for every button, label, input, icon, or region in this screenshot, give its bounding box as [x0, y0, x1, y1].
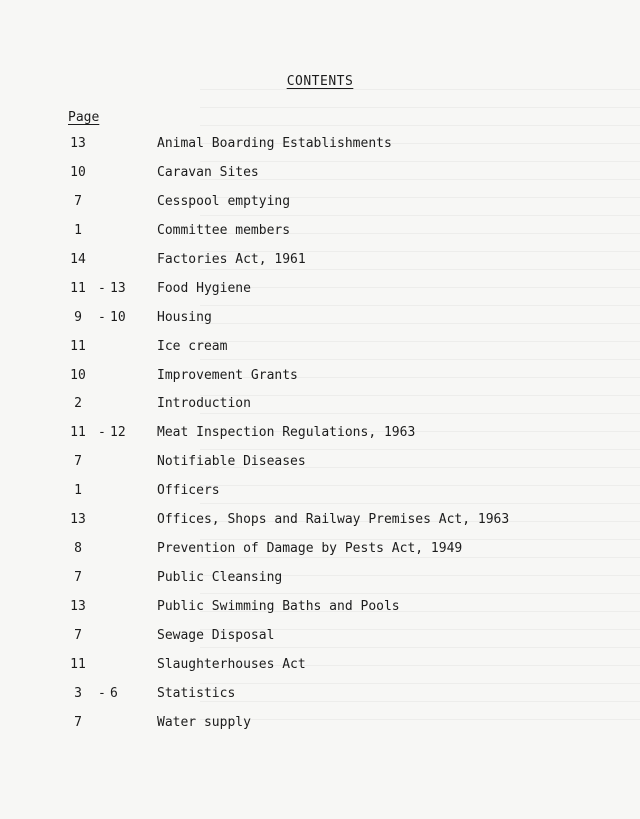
contents-entry [0, 483, 640, 512]
entry-page-end: 6 [110, 685, 118, 701]
entry-topic: Caravan Sites [157, 164, 259, 180]
entry-page-dash: - [98, 685, 106, 701]
entry-page-start: 9 [74, 309, 82, 325]
entry-page-ref [58, 599, 148, 615]
entry-page-start: 10 [70, 164, 86, 180]
entry-page-ref [58, 339, 148, 355]
entry-page-ref [58, 136, 148, 152]
contents-entry [0, 339, 640, 368]
contents-entry [0, 599, 640, 628]
contents-entry [0, 281, 640, 310]
entry-page-end: 10 [110, 309, 126, 325]
entry-page-start: 2 [74, 396, 82, 412]
entry-topic: Statistics [157, 685, 236, 701]
entry-page-ref [58, 570, 148, 586]
entry-page-ref [58, 657, 148, 673]
page-title [0, 74, 640, 89]
entry-page-ref [58, 281, 148, 297]
contents-entry [0, 512, 640, 541]
entry-page-ref [58, 310, 148, 326]
contents-entry [0, 368, 640, 397]
entry-page-dash: - [98, 309, 106, 325]
contents-entry [0, 686, 640, 715]
entry-topic: Factories Act, 1961 [157, 251, 306, 267]
entry-topic: Food Hygiene [157, 280, 251, 296]
entry-page-ref [58, 368, 148, 384]
entry-page-ref [58, 454, 148, 470]
contents-entry [0, 657, 640, 686]
entry-topic: Prevention of Damage by Pests Act, 1949 [157, 541, 463, 557]
contents-entry [0, 165, 640, 194]
entry-topic: Slaughterhouses Act [157, 656, 306, 672]
entry-page-ref [58, 165, 148, 181]
contents-entry [0, 425, 640, 454]
contents-entry [0, 396, 640, 425]
entry-topic: Committee members [157, 222, 291, 238]
entry-page-start: 1 [74, 222, 82, 238]
contents-entry [0, 223, 640, 252]
entry-page-start: 7 [74, 193, 82, 209]
entry-topic: Sewage Disposal [157, 627, 275, 643]
entry-page-end: 12 [110, 425, 126, 441]
entry-topic: Public Cleansing [157, 570, 283, 586]
entry-page-start: 1 [74, 483, 82, 499]
entry-topic: Notifiable Diseases [157, 454, 306, 470]
entry-page-dash: - [98, 280, 106, 296]
contents-entry [0, 454, 640, 483]
entry-page-ref [58, 252, 148, 268]
entry-page-ref [58, 194, 148, 210]
entry-page-start: 11 [70, 338, 86, 354]
entry-page-start: 7 [74, 627, 82, 643]
entry-page-ref [58, 715, 148, 731]
entry-page-start: 3 [74, 685, 82, 701]
contents-entry [0, 252, 640, 281]
entry-topic: Improvement Grants [157, 367, 298, 383]
entry-topic: Ice cream [157, 338, 228, 354]
entry-page-start: 13 [70, 512, 86, 528]
entry-page-start: 7 [74, 570, 82, 586]
entry-topic: Public Swimming Baths and Pools [157, 599, 400, 614]
contents-entry [0, 194, 640, 223]
entry-page-ref [58, 541, 148, 557]
entry-topic: Water supply [157, 714, 251, 730]
entry-page-end: 13 [110, 280, 126, 296]
entry-page-start: 10 [70, 367, 86, 383]
entry-page-start: 13 [70, 599, 86, 614]
entry-page-start: 8 [74, 541, 82, 557]
contents-entry [0, 570, 640, 599]
title-text: CONTENTS [286, 74, 354, 89]
entry-topic: Animal Boarding Establishments [157, 136, 392, 151]
entry-page-ref [58, 223, 148, 239]
entry-page-ref [58, 686, 148, 702]
contents-entry [0, 136, 640, 165]
entry-page-start: 7 [74, 454, 82, 470]
entry-page-start: 13 [70, 136, 86, 151]
entry-page-start: 11 [70, 656, 86, 672]
contents-list [0, 136, 640, 744]
contents-entry [0, 541, 640, 570]
entry-page-ref [58, 628, 148, 644]
entry-topic: Offices, Shops and Railway Premises Act, 1963 [157, 512, 510, 528]
entry-page-start: 11 [70, 280, 86, 296]
contents-entry [0, 310, 640, 339]
entry-page-ref [58, 512, 148, 528]
entry-topic: Cesspool emptying [157, 193, 291, 209]
contents-entry [0, 715, 640, 744]
entry-page-dash: - [98, 425, 106, 441]
page-column-header: Page [68, 110, 100, 125]
entry-page-start: 11 [70, 425, 86, 441]
entry-topic: Housing [157, 309, 212, 325]
entry-page-start: 14 [70, 251, 86, 267]
entry-page-ref [58, 425, 148, 441]
entry-page-ref [58, 483, 148, 499]
entry-page-start: 7 [74, 714, 82, 730]
entry-topic: Introduction [157, 396, 251, 412]
contents-entry [0, 628, 640, 657]
entry-topic: Officers [157, 483, 220, 499]
entry-page-ref [58, 396, 148, 412]
entry-topic: Meat Inspection Regulations, 1963 [157, 425, 416, 441]
